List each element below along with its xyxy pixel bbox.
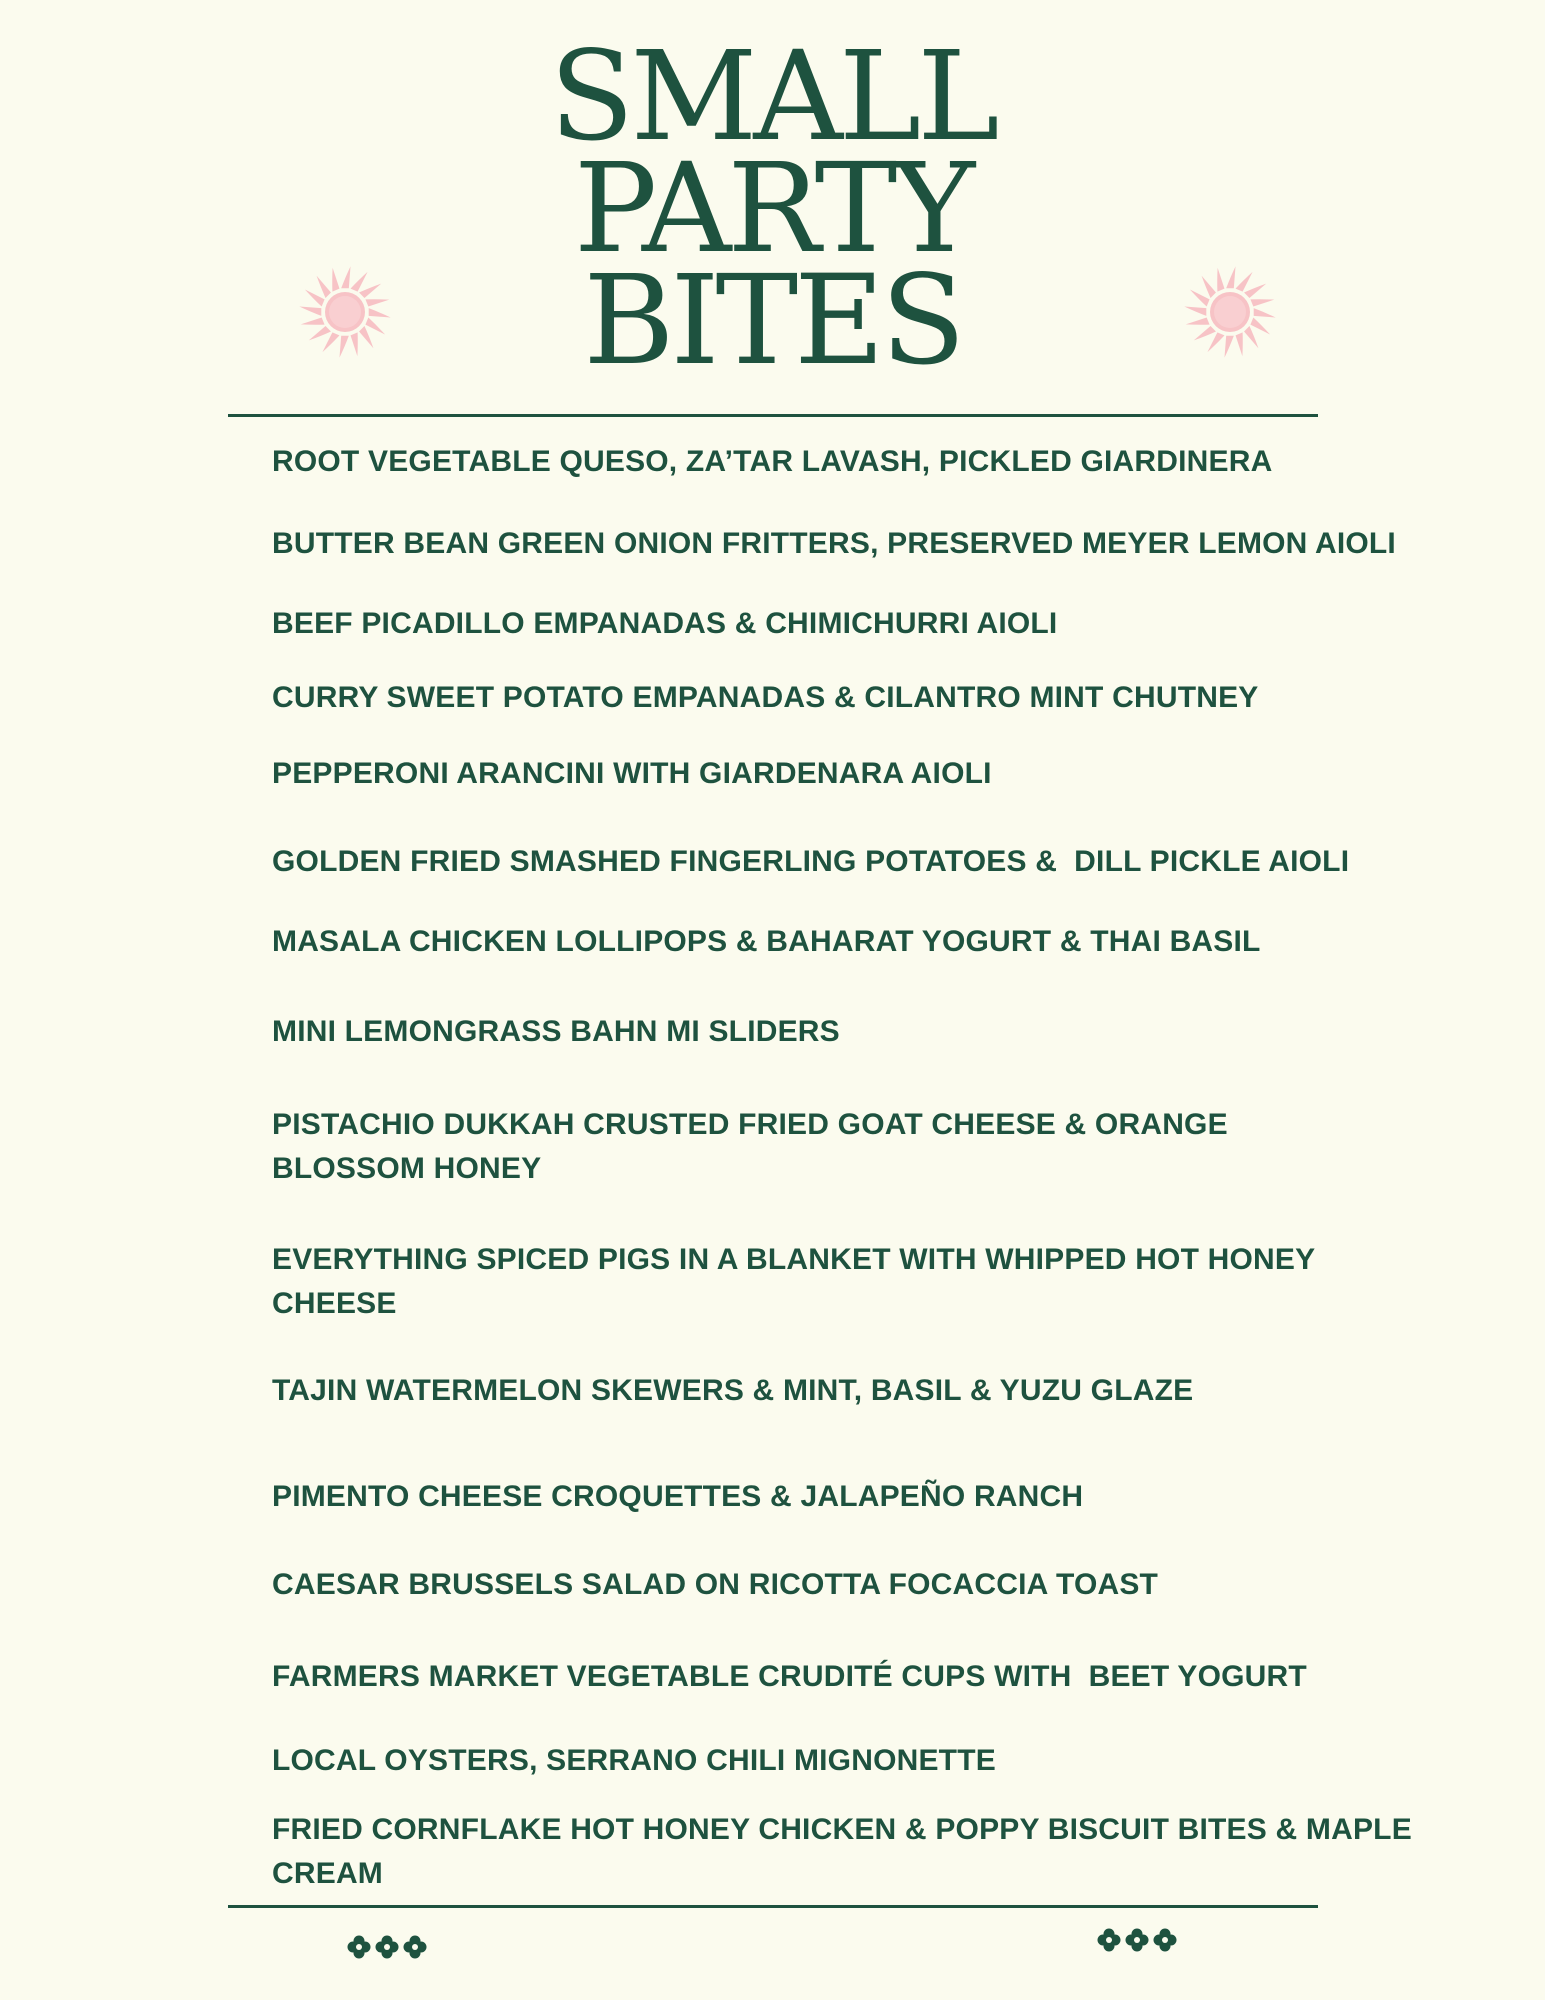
sun-ray [1244,284,1266,298]
menu-item: MASALA CHICKEN LOLLIPOPS & BAHARAT YOGURT & THAI BASIL [272,925,1261,958]
sun-ray [351,272,368,292]
menu-item: PEPPERONI ARANCINI WITH GIARDENARA AIOLI [272,757,992,790]
sun-ray [317,276,331,298]
bottom-divider [228,1905,1318,1908]
sun-ray [1190,289,1210,306]
sun-ray [322,332,339,352]
menu-item: MINI LEMONGRASS BAHN MI SLIDERS [272,1015,840,1048]
sun-ray [359,326,373,348]
sun-ray [365,299,389,306]
sun-ray [309,326,331,340]
sun-ray [1202,276,1216,298]
sun-ray [369,308,391,317]
sun-ray [299,306,321,315]
menu-item: BEEF PICADILLO EMPANADAS & CHIMICHURRI AIOLI [272,607,1058,640]
top-divider [228,414,1318,417]
menu-item: LOCAL OYSTERS, SERRANO CHILI MIGNONETTE [272,1744,996,1777]
flower-icon [1126,1929,1149,1952]
flower-icon [376,1936,399,1959]
flower-icon [1098,1929,1121,1952]
sun-ray [341,266,350,288]
sun-ray [1226,266,1235,288]
flower-cluster-icon [345,1932,429,1962]
menu-item: CURRY SWEET POTATO EMPANADAS & CILANTRO MINT CHUTNEY [272,681,1259,714]
flower-icon [1154,1929,1177,1952]
page-title [0,25,1545,393]
flower-icon [404,1936,427,1959]
sun-ray [1236,272,1253,292]
sun-ray [351,332,358,356]
sun-ray [1217,268,1224,292]
sun-icon [295,262,395,362]
title-line-2: PARTY [573,137,972,281]
menu-item: CAESAR BRUSSELS SALAD ON RICOTTA FOCACCIA TOAST [272,1568,1159,1601]
menu-item: FRIED CORNFLAKE HOT HONEY CHICKEN & POPPY BISCUIT BITES & MAPLE CREAM [272,1813,1412,1890]
flower-icon [348,1936,371,1959]
sun-ray [1186,318,1210,325]
menu-item: EVERYTHING SPICED PIGS IN A BLANKET WITH WHIPPED HOT HONEY CHEESE [272,1243,1316,1320]
title-line-3: BITES [583,249,962,393]
sun-ray [1244,326,1258,348]
sun-ray [1236,332,1243,356]
sun-ray [1194,326,1216,340]
sun-icon [1180,262,1280,362]
flower-cluster-icon [1095,1925,1179,1955]
menu-item: GOLDEN FRIED SMASHED FINGERLING POTATOES & DILL PICKLE AIOLI [272,845,1350,878]
title-line-1: SMALL [549,25,996,169]
sun-ray [365,318,385,335]
sun-ray [305,289,325,306]
sun-ray [1250,318,1270,335]
menu-item: PISTACHIO DUKKAH CRUSTED FRIED GOAT CHEESE & ORANGE BLOSSOM HONEY [272,1108,1228,1185]
menu-item: BUTTER BEAN GREEN ONION FRITTERS, PRESERVED MEYER LEMON AIOLI [272,527,1396,560]
sun-ray [359,284,381,298]
sun-ray [1184,306,1206,315]
menu-item: TAJIN WATERMELON SKEWERS & MINT, BASIL & YUZU GLAZE [272,1374,1194,1407]
sun-ray [1224,336,1233,358]
sun-ray [301,318,325,325]
sun-ray [332,268,339,292]
sun-core [329,296,361,328]
sun-ray [1250,299,1274,306]
sun-ray [1254,308,1276,317]
menu-item: FARMERS MARKET VEGETABLE CRUDITÉ CUPS WITH BEET YOGURT [272,1660,1307,1693]
sun-ray [339,336,348,358]
menu-item: ROOT VEGETABLE QUESO, ZA’TAR LAVASH, PICKLED GIARDINERA [272,445,1273,478]
menu-item: PIMENTO CHEESE CROQUETTES & JALAPEÑO RANCH [272,1480,1084,1513]
sun-core [1214,296,1246,328]
sun-ray [1207,332,1224,352]
